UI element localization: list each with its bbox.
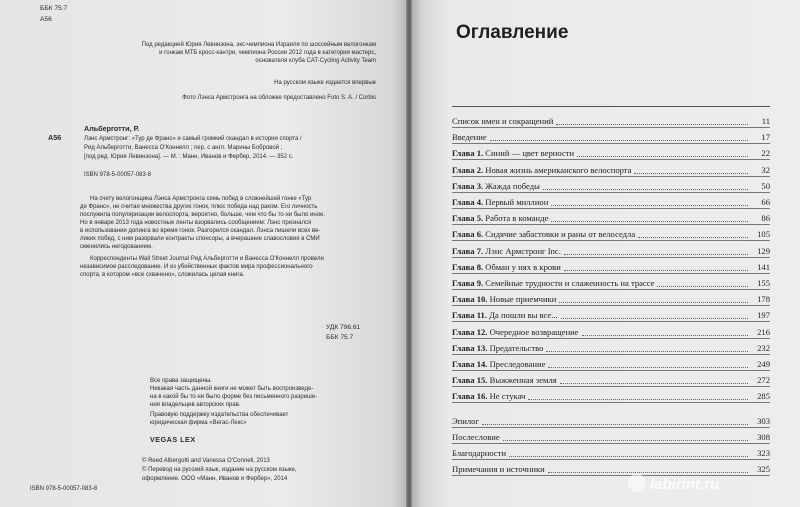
toc-entry-title: Сидячие забастовки и раны от велоседла [483,229,636,240]
toc-leader-dots [528,398,748,400]
toc-page-number: 66 [761,197,770,207]
toc-entry-label [452,197,548,207]
rights-line-4: ния владельцев авторских прав. [150,402,241,408]
toc-chapter-number: Глава 13. [452,342,488,353]
toc-leader-dots [551,220,748,222]
toc-entry-label [452,116,553,126]
toc-leader-dots [560,382,748,384]
editor-line-2: и гонкам МТБ кросс-кантри, чемпиона России 2012 года в категории мастерс, [159,50,376,56]
isbn-mid: ISBN 978-5-00057-083-8 [84,172,152,178]
toc-chapter-number: Глава 5. [452,213,484,224]
toc-entry-title: Работа в команде [483,213,549,224]
annotation-line-2: де Франс», не считая множества других гонок, плюс победа над раком. Его личность [80,204,318,210]
toc-entry-label [452,310,558,320]
toc-entry [452,115,770,128]
watermark-logo-icon [628,474,646,492]
toc-entry [452,196,770,209]
first-pub-note: На русском языке издается впервые [274,80,376,86]
toc-entry-title: Лэнс Армстронг Inc. [483,245,561,256]
toc-chapter-number: Глава 16. [452,391,488,402]
toc-entry-title: Эпилог [452,415,479,426]
annotation-line-10: спорта, в котором «все схвачено», сложилась целая книга. [80,272,245,278]
toc-page-number: 216 [757,326,770,337]
toc-leader-dots [561,317,748,319]
annotation-line-6: ликих побед, с ним разорвали контракты спонсоры, а вчерашние славословия в СМИ [80,236,320,242]
toc-chapter-number: Глава 9. [452,278,484,288]
toc-row-rule [452,338,770,339]
toc-row-rule [452,208,770,209]
toc-entry-label [452,375,557,385]
toc-entry [452,277,770,290]
rights-line-1: Все права защищены. [150,378,212,384]
toc-entry-title: Очередное возвращение [487,326,579,337]
toc-page-number: 141 [757,261,770,272]
toc-page-number: 17 [761,132,770,143]
toc-leader-dots [638,236,748,238]
toc-entry-title: Предательство [487,342,544,353]
toc-entry-label [452,262,561,272]
toc-entry [452,447,770,460]
toc-chapter-number: Глава 7. [452,245,484,256]
toc-row-rule [452,273,770,274]
toc-chapter-number: Глава 8. [452,261,484,272]
toc-entry [452,390,770,403]
toc-chapter-number: Глава 10. [452,294,488,305]
toc-page-number: 323 [757,448,770,458]
biblio-line-1: Лэнс Армстронг: «Тур де Франс» и самый громкий скандал в истории спорта / [84,136,302,142]
annotation-line-4: Но в январе 2013 года новостные ленты взорвались сообщением: Лэнс признался [80,220,312,226]
toc-chapter-number: Глава 4. [452,197,484,207]
toc-page-number: 50 [761,180,770,191]
toc-row-rule [452,386,770,387]
toc-entry-label [452,343,543,353]
toc-chapter-number: Глава 12. [452,326,488,337]
toc-entry-title: Жажда победы [483,180,540,191]
toc-entry [452,131,770,144]
toc-entry [452,180,770,193]
toc-row-rule [452,459,770,460]
toc-leader-dots [556,123,748,125]
toc-entry-label [452,416,479,426]
toc-entry-label [452,165,631,175]
toc-entry-label [452,246,561,256]
toc-entry-label [452,432,500,442]
bbk-bottom: ББК 75.7 [326,334,354,341]
toc-entry-title: Благодарности [452,448,507,458]
toc-entry-title: Примечания и источники [452,464,545,475]
rights-line-6: юридическая фирма «Вегас-Лекс» [150,420,247,426]
rights-line-2: Никакая часть данной книги не может быть воспроизведе- [150,386,314,392]
toc-page-number: 232 [757,342,770,353]
toc-entry-title: Новые приемчики [487,294,557,305]
toc-entry-label [452,181,540,191]
watermark: labirint.ru [650,476,720,493]
toc-page-number: 22 [761,148,770,159]
toc-row-rule [452,257,770,258]
toc-entry-title: Синий — цвет верности [483,148,575,159]
toc-entry [452,415,770,428]
toc-page-number: 325 [757,464,770,475]
toc-entry-label [452,229,635,239]
copyright-line-2: © Перевод на русский язык, издание на русском языке, [142,467,297,473]
toc-entry [452,164,770,177]
toc-row-rule [452,192,770,193]
toc-page-number: 303 [757,415,770,426]
photo-note: Фото Лэнса Армстронга на обложке предоставлено Foto S. A. / Corbis [182,95,376,101]
toc-entry [452,245,770,258]
toc-page-number: 197 [757,310,770,321]
annotation-line-9: независимое расследование. И из убийственных фактов мира профессионального [80,264,313,270]
toc-leader-dots [634,172,748,174]
toc-entry-title: Преследование [487,359,546,369]
toc-leader-dots [546,350,748,352]
catalog-code: А56 [48,133,62,142]
toc-row-rule [452,143,770,144]
copyright-line-3: оформление. ООО «Манн, Иванов и Фербер», 2014 [142,476,288,482]
toc-leader-dots [548,471,748,473]
toc-row-rule [452,159,770,160]
bbk-top: ББК 75.7 [40,5,68,12]
toc-entry-label [452,391,525,401]
rights-line-3: на в какой бы то ни было форме без письменного разреше- [150,394,318,400]
toc-entry-label [452,132,487,142]
toc-entry [452,358,770,371]
annotation-line-3: послужила популяризации велоспорта, вероятно, больше, чем что бы то ни было иное. [80,212,326,218]
toc-entry [452,431,770,444]
toc-row-rule [452,370,770,371]
toc-entry [452,228,770,241]
toc-entry-label [452,278,654,288]
toc-chapter-number: Глава 1. [452,148,484,159]
toc-page-number: 178 [757,294,770,305]
code-top: А56 [40,16,52,23]
biblio-line-3: [под ред. Юрия Левинзона]. — М. : Манн, Иванов и Фербер, 2014. — 352 с. [84,154,294,160]
toc-entry-title: Выжженная земля [487,375,557,386]
toc-page-number: 11 [761,116,770,126]
toc-entry-label [452,359,545,369]
toc-chapter-number: Глава 14. [452,359,488,369]
rights-line-5: Правовую поддержку издательства обеспечивает [150,412,289,418]
toc-row-rule [452,427,770,428]
toc-title: Оглавление [456,22,569,43]
vegas-lex-logo: VEGAS LEX [150,435,196,444]
toc-entry [452,293,770,306]
toc-entry-title: Введение [452,132,487,143]
toc-entry-label [452,464,545,474]
toc-leader-dots [577,155,748,157]
editor-line-1: Под редакцией Юрия Левинзона, экс-чемпиона Израиля по шоссейным велогонкам [141,42,376,48]
toc-leader-dots [548,366,748,368]
toc-entry-title: Семейные трудности и слаженность на трассе [483,278,655,288]
toc-leader-dots [543,188,748,190]
toc-page-number: 86 [761,213,770,224]
toc-row-rule [452,305,770,306]
toc-leader-dots [482,423,748,425]
toc-row-rule [452,127,770,128]
toc-leader-dots [564,253,748,255]
toc-row-rule [452,354,770,355]
toc-leader-dots [490,139,748,141]
toc-entry [452,212,770,225]
toc-entry-label [452,148,574,158]
annotation-line-8: Корреспонденты Wall Street Journal Рид Альберготти и Ванесса О'Коннелл провели [90,256,324,262]
toc-chapter-number: Глава 11. [452,310,487,321]
toc-leader-dots [551,204,748,206]
udk: УДК 796.61 [326,324,361,331]
toc-entry [452,261,770,274]
editor-line-3: основателя клуба CAT-Cycling Activity Team [255,58,376,64]
toc-chapter-number: Глава 6. [452,229,484,240]
toc-entry-label [452,448,506,458]
toc-page-number: 249 [757,359,770,369]
toc-leader-dots [582,334,748,336]
toc-leader-dots [509,455,748,457]
toc-row-rule [452,224,770,225]
toc-leader-dots [657,285,748,287]
toc-page-number: 285 [757,391,770,402]
toc-leader-dots [503,439,748,441]
toc-row-rule [452,289,770,290]
toc-page-number: 129 [757,245,770,256]
toc-entry-label [452,327,579,337]
toc-entry-label [452,213,548,223]
toc-row-rule [452,402,770,403]
toc-entry-title: Новая жизнь американского велоспорта [483,164,632,175]
toc-leader-dots [564,269,748,271]
annotation-line-5: в использовании допинга во время гонок. Разгорелся скандал. Лэнса пишели всех ве- [80,228,321,234]
toc-row-rule [452,176,770,177]
toc-row-rule [452,321,770,322]
toc-entry-title: Послесловие [452,431,500,442]
toc-entry [452,309,770,322]
toc-page-number: 105 [757,229,770,240]
toc-entry [452,374,770,387]
toc-entry-title: Первый миллион [483,197,549,207]
toc-chapter-number: Глава 15. [452,375,488,386]
toc-entry-title: Не стукач [487,391,526,402]
book-gutter [406,0,412,507]
biblio-line-2: Рид Альберготти, Ванесса О'Коннелл ; пер. с англ. Марины Бобровой ; [84,145,283,151]
toc-entry-label [452,294,556,304]
toc-entry [452,326,770,339]
toc-entry [452,463,770,476]
toc-entry-title: Да пошли вы все... [486,310,558,321]
annotation-line-1: На счету велогонщика Лэнса Армстронга семь побед в сложнейшей гонке «Тур [90,196,312,202]
toc-page-number: 155 [757,278,770,288]
toc-page-number: 272 [757,375,770,386]
toc-row-rule [452,240,770,241]
toc-page-number: 308 [757,431,770,442]
isbn-bottom: ISBN 978-5-00057-083-8 [30,486,98,492]
toc-entry [452,147,770,160]
toc-entry [452,342,770,355]
toc-page-number: 32 [761,164,770,175]
toc-top-rule [452,106,770,107]
author: Альберготти, Р. [84,124,140,133]
toc-row-rule [452,443,770,444]
toc-chapter-number: Глава 3. [452,180,484,191]
toc-chapter-number: Глава 2. [452,164,484,175]
toc-entry-title: Список имен и сокращений [452,116,554,126]
toc-row-rule [452,475,770,476]
annotation-line-7: сменились негодованием. [80,244,153,250]
toc-leader-dots [559,301,748,303]
toc-entry-title: Обман у нях в крови [483,261,561,272]
copyright-line-1: © Reed Albergotti and Vanessa O'Connell, 2013 [142,458,270,464]
